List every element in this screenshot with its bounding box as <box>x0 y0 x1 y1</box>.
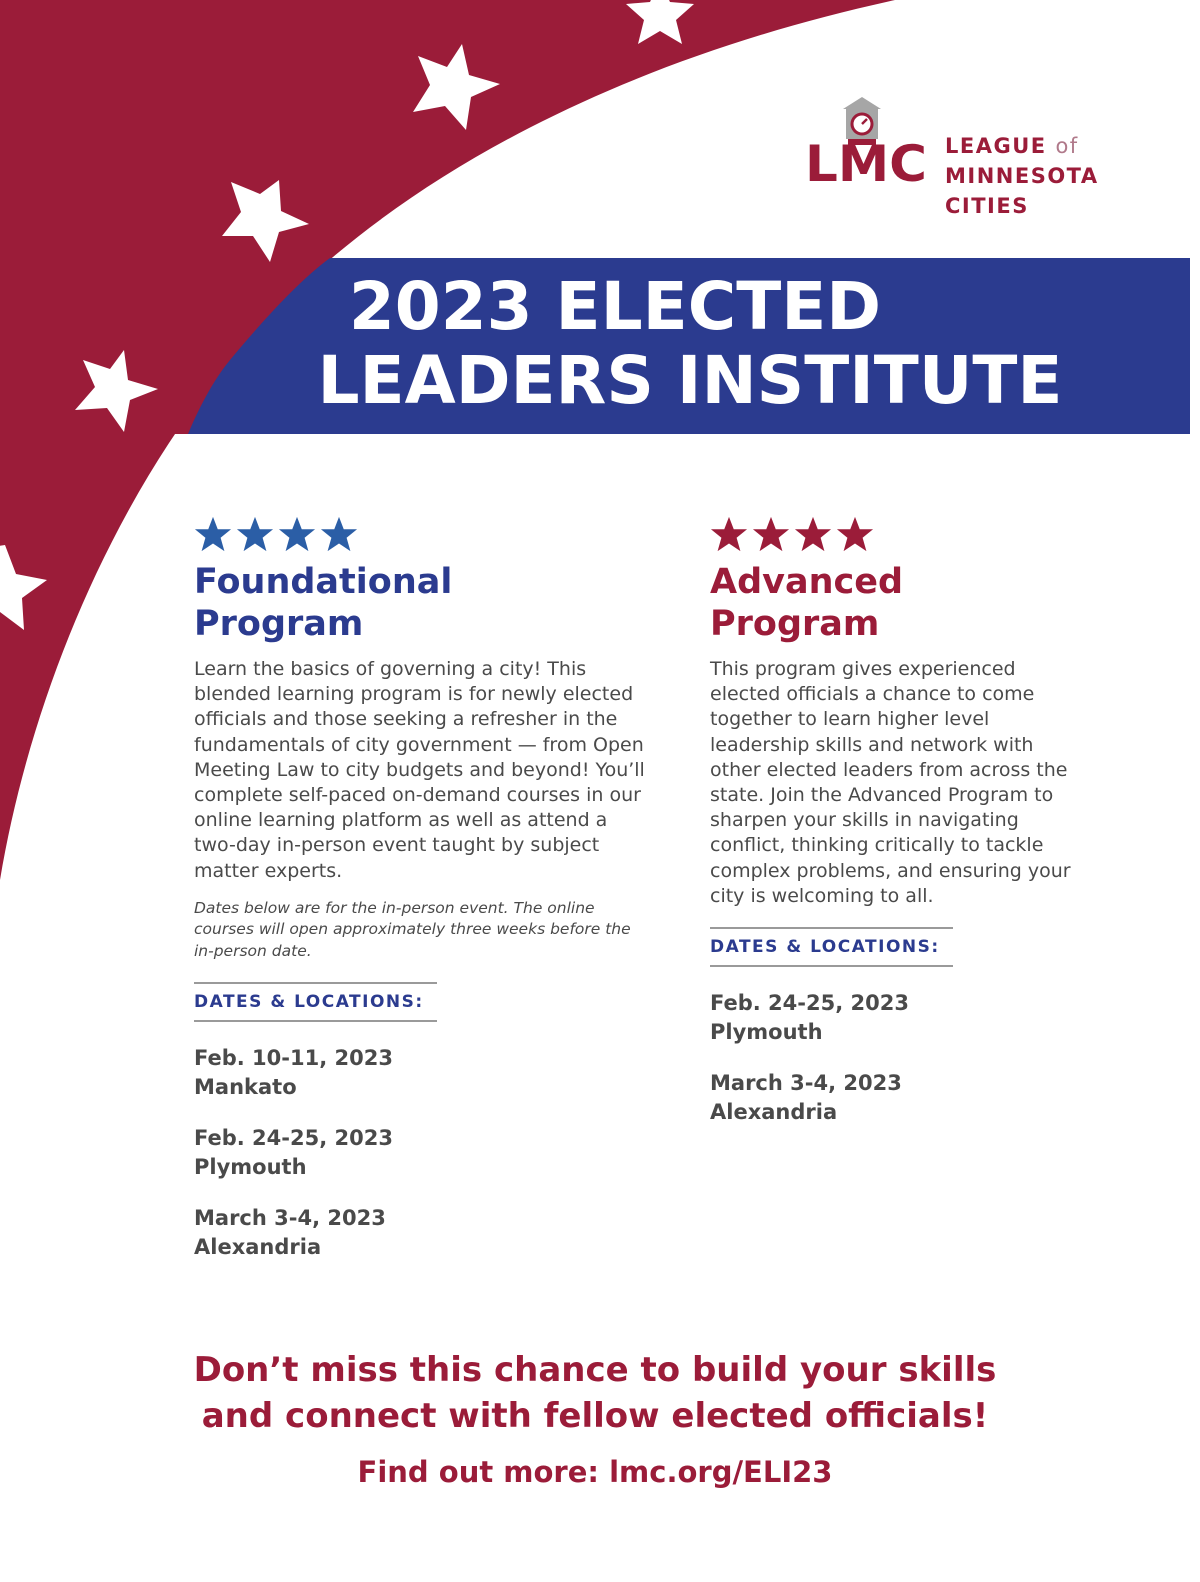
event-date: Feb. 24-25, 2023 <box>710 991 909 1016</box>
advanced-description: This program gives experienced elected officials a chance to come together to learn higher level leadership skills and network with other elected leaders from across the state. Join the Advanced Program to sharpen your skills in navigating conflict, thinking critically to tackle complex problems, and ensuring your city is welcoming to all. <box>710 658 1071 907</box>
event-date: March 3-4, 2023 <box>710 1071 902 1096</box>
event-date: March 3-4, 2023 <box>194 1206 386 1231</box>
event-location: Alexandria <box>194 1235 322 1260</box>
event-item <box>710 989 1090 1047</box>
advanced-program-section <box>710 515 1090 1127</box>
event-location: Alexandria <box>710 1100 838 1125</box>
foundational-description: Learn the basics of governing a city! This blended learning program is for newly elected officials and those seeking a refresher in the fundamentals of city government — from Open Meeting Law to city budgets and beyond! You’ll complete self-paced on-demand courses in our online learning platform as well as attend a two-day in-person event taught by subject matter experts. <box>194 658 645 882</box>
page-title <box>190 270 1190 418</box>
star-icon <box>836 515 874 553</box>
event-location: Plymouth <box>194 1155 307 1180</box>
star-icon <box>194 515 232 553</box>
advanced-program-title: Advanced Program <box>710 562 904 644</box>
call-to-action <box>0 1347 1190 1439</box>
foundational-stars <box>194 515 654 557</box>
star-icon <box>320 515 358 553</box>
lmc-logo-mark <box>805 95 930 205</box>
event-date: Feb. 24-25, 2023 <box>194 1126 393 1151</box>
event-item <box>194 1204 654 1262</box>
logo-wordmark: LEAGUE of MINNESOTA CITIES <box>945 134 1099 218</box>
foundational-program-title: Foundational Program <box>194 562 453 644</box>
foundational-program-section <box>194 515 654 1262</box>
advanced-stars <box>710 515 1090 557</box>
cta-line-1: Don’t miss this chance to build your skills <box>193 1350 997 1390</box>
event-location: Plymouth <box>710 1020 823 1045</box>
find-out-more-link[interactable]: Find out more: lmc.org/ELI23 <box>357 1455 833 1489</box>
svg-text:LMC: LMC <box>805 135 927 193</box>
event-date: Feb. 10-11, 2023 <box>194 1046 393 1071</box>
star-icon <box>278 515 316 553</box>
star-icon <box>752 515 790 553</box>
foundational-note: Dates below are for the in-person event. The online courses will open approximately three weeks before the in-person date. <box>194 898 631 960</box>
star-icon <box>710 515 748 553</box>
event-item <box>194 1124 654 1182</box>
star-icon <box>236 515 274 553</box>
star-icon <box>794 515 832 553</box>
title-line-1: 2023 ELECTED <box>348 268 882 345</box>
event-item <box>194 1044 654 1102</box>
cta-line-2: and connect with fellow elected officials! <box>201 1396 989 1436</box>
advanced-dates-header: DATES & LOCATIONS: <box>710 927 953 967</box>
event-location: Mankato <box>194 1075 297 1100</box>
foundational-dates-header: DATES & LOCATIONS: <box>194 982 437 1022</box>
title-line-2: LEADERS INSTITUTE <box>317 342 1063 419</box>
lmc-logo <box>805 95 1115 218</box>
event-item <box>710 1069 1090 1127</box>
